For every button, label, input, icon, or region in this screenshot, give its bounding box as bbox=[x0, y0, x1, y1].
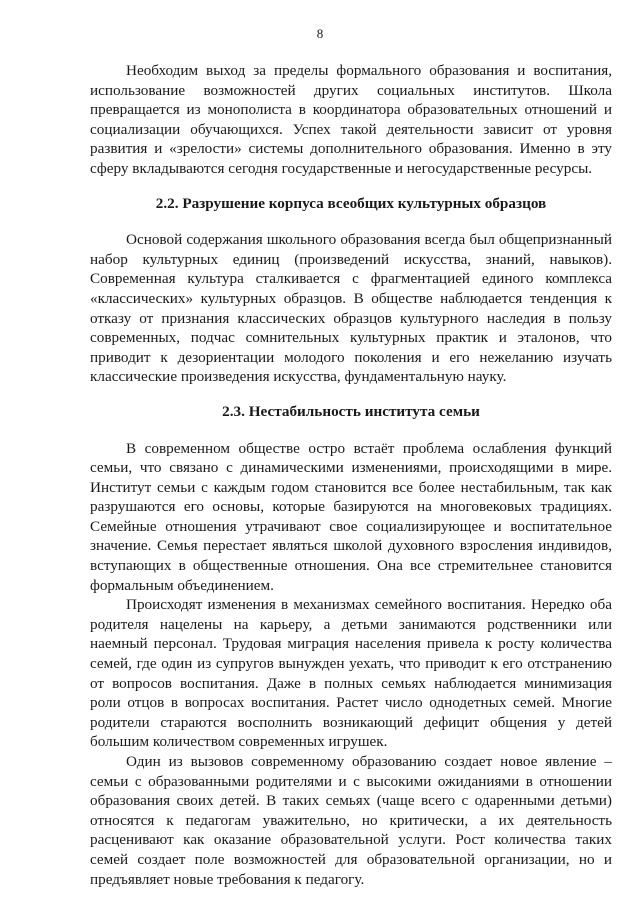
spacer bbox=[90, 422, 612, 439]
page-number: 8 bbox=[316, 26, 324, 41]
section-2-3-paragraph-2: Происходят изменения в механизмах семейного воспитания. Нередко оба родителя нацелены на карьеру, а детьми занимаются родственники или наемный персонал. Трудовая миграция населения привела к росту количества семей, где один из супругов вынужден уехать, что приводит к его отстранению от вопросов воспитания. Даже в полных семьях наблюдается минимизация роли отцов в вопросах воспитания. Растет число однодетных семей. Многие родители стараются восполнить возникающий дефицит общения у детей большим количеством современных игрушек. bbox=[90, 596, 612, 751]
section-heading-2-2: 2.2. Разрушение корпуса всеобщих культурных образцов bbox=[155, 194, 547, 212]
section-2-3-paragraph-1: В современном обществе остро встаёт проблема ослабления функций семьи, что связано с динамическими изменениями, происходящими в мире. Институт семьи с каждым годом становится все более нестабильным, так как разрушаются его основы, которые базируются на многовековых традициях. Семейные отношения утрачивают свое социализирующее и воспитательное значение. Семья перестает являться школой духовного взросления индивидов, вступающих в общественные отношения. Она все стремительнее становится формальным объединением. bbox=[90, 439, 612, 594]
spacer bbox=[90, 213, 612, 230]
section-heading-2-3: 2.3. Нестабильность института семьи bbox=[222, 402, 480, 420]
section-2-3-paragraph-3: Один из вызовов современному образованию создает новое явление – семьи с образованными родителями и с высокими ожиданиями в отношении образования своих детей. В таких семьях (чаще всего с одаренными детьми) относятся к педагогам уважительно, но критически, а их деятельность расценивают как оказание образовательной услуги. Рост количества таких семей создает поле возможностей для образовательной организации, но и предъявляет новые требования к педагогу. bbox=[90, 753, 612, 888]
intro-paragraph: Необходим выход за пределы формального образования и воспитания, использование возможностей других социальных институтов. Школа превращается из монополиста в координатора образовательных отношений и социализации обучающихся. Успех такой деятельности зависит от уровня развития и «зрелости» системы дополнительного образования. Именно в эту сферу вкладываются сегодня государственные и негосударственные ресурсы. bbox=[90, 62, 612, 177]
page-content bbox=[90, 61, 612, 889]
spacer bbox=[90, 179, 612, 194]
spacer bbox=[90, 387, 612, 402]
section-2-2-paragraph: Основой содержания школьного образования всегда был общепризнанный набор культурных единиц (произведений искусства, знаний, навыков). Современная культура сталкивается с фрагментацией единого комплекса «классических» культурных образцов. В обществе наблюдается тенденция к отказу от признания классических образцов культурного наследия в пользу современных, подчас сомнительных культурных практик и эталонов, что приводит к дезориентации молодого поколения и его нежеланию изучать классические произведения искусства, фундаментальную науку. bbox=[90, 231, 612, 386]
